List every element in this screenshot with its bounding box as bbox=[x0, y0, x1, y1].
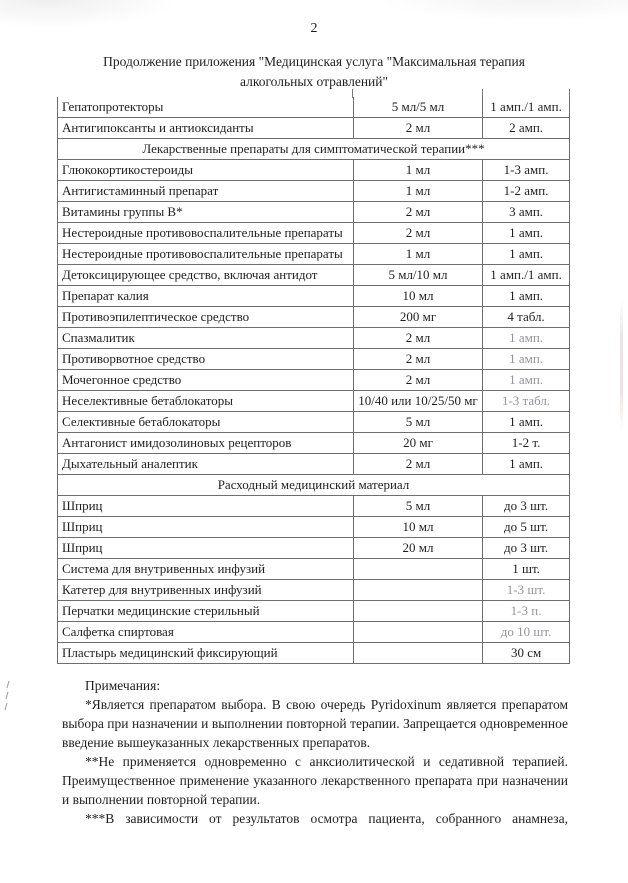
table-row bbox=[58, 454, 570, 475]
table-cell-qty: до 3 шт. bbox=[483, 538, 570, 559]
table-row bbox=[58, 517, 570, 538]
table-section-row bbox=[58, 475, 570, 496]
table-cell-name: Шприц bbox=[58, 538, 354, 559]
table-cell-qty: 1 амп. bbox=[483, 370, 570, 391]
table-cell-dose: 5 мл bbox=[353, 496, 482, 517]
table-cell-qty: 30 см bbox=[483, 643, 570, 664]
notes-heading: Примечания: bbox=[85, 678, 161, 693]
table-cell-qty: 1-3 амп. bbox=[483, 160, 570, 181]
table-cell-dose: 2 мл bbox=[353, 370, 482, 391]
table-row bbox=[58, 643, 570, 664]
table-cell-dose: 20 мл bbox=[353, 538, 482, 559]
table-row bbox=[58, 328, 570, 349]
table-cell-qty: 1 амп./1 амп. bbox=[483, 97, 570, 118]
table-cell-dose: 2 мл bbox=[353, 223, 482, 244]
therapy-table-body bbox=[58, 97, 570, 664]
scan-artifact bbox=[3, 679, 15, 713]
table-cell-dose bbox=[353, 559, 482, 580]
table-cell-name: Селективные бетаблокаторы bbox=[58, 412, 354, 433]
table-row bbox=[58, 118, 570, 139]
table-cell-qty: 1-3 табл. bbox=[483, 391, 570, 412]
table-cell-name: Противоэпилептическое средство bbox=[58, 307, 354, 328]
table-cell-dose: 5 мл/10 мл bbox=[353, 265, 482, 286]
table-cell-qty: 4 табл. bbox=[483, 307, 570, 328]
note-paragraph: *Является препаратом выбора. В свою очередь Pyridoxinum является препаратом выбора при назначении и выполнении повторной терапии. Запрещается одновременное введение вышеуказанных лекарственных препаратов. bbox=[62, 697, 568, 750]
table-cell-name: Препарат калия bbox=[58, 286, 354, 307]
table-cell-name: Глюкокортикостероиды bbox=[58, 160, 354, 181]
table-cell-dose: 5 мл bbox=[353, 412, 482, 433]
table-cell-dose: 1 мл bbox=[353, 160, 482, 181]
table-cell-name: Детоксицирующее средство, включая антидот bbox=[58, 265, 354, 286]
table-cell-qty: до 5 шт. bbox=[483, 517, 570, 538]
table-cell-dose: 5 мл/5 мл bbox=[353, 97, 482, 118]
table-section-row bbox=[58, 139, 570, 160]
table-cell-qty: до 3 шт. bbox=[483, 496, 570, 517]
table-row bbox=[58, 496, 570, 517]
table-cell-dose: 2 мл bbox=[353, 454, 482, 475]
table-cell-name: Витамины группы В* bbox=[58, 202, 354, 223]
table-cell-name: Неселективные бетаблокаторы bbox=[58, 391, 354, 412]
table-row bbox=[58, 286, 570, 307]
table-cell-dose: 2 мл bbox=[353, 118, 482, 139]
table-row bbox=[58, 181, 570, 202]
table-cell-dose: 10/40 или 10/25/50 мг bbox=[353, 391, 482, 412]
document-title: Продолжение приложения "Медицинская услуга "Максимальная терапия алкогольных отравлений" bbox=[103, 54, 525, 89]
table-row bbox=[58, 349, 570, 370]
table-cell-qty: 1 шт. bbox=[483, 559, 570, 580]
table-cell-qty: 1 амп. bbox=[483, 412, 570, 433]
table-row bbox=[58, 559, 570, 580]
table-section-label: Лекарственные препараты для симптоматической терапии*** bbox=[58, 139, 570, 160]
table-cell-name: Система для внутривенных инфузий bbox=[58, 559, 354, 580]
table-cell-qty: 1 амп./1 амп. bbox=[483, 265, 570, 286]
table-row bbox=[58, 307, 570, 328]
table-cell-qty: 2 амп. bbox=[483, 118, 570, 139]
table-cell-name: Катетер для внутривенных инфузий bbox=[58, 580, 354, 601]
table-cell-dose: 2 мл bbox=[353, 328, 482, 349]
table-cell-dose: 2 мл bbox=[353, 349, 482, 370]
table-cell-name: Гепатопротекторы bbox=[58, 97, 354, 118]
table-cell-qty: 1 амп. bbox=[483, 286, 570, 307]
table-cell-qty: 1 амп. bbox=[483, 454, 570, 475]
table-row bbox=[58, 160, 570, 181]
table-cell-name: Пластырь медицинский фиксирующий bbox=[58, 643, 354, 664]
table-row bbox=[58, 538, 570, 559]
table-cell-qty: 1 амп. bbox=[483, 223, 570, 244]
table-cell-name: Салфетка спиртовая bbox=[58, 622, 354, 643]
table-cell-qty: 1-2 т. bbox=[483, 433, 570, 454]
table-cell-name: Антагонист имидозолиновых рецепторов bbox=[58, 433, 354, 454]
table-cell-qty: 1 амп. bbox=[483, 328, 570, 349]
table-cell-dose bbox=[353, 601, 482, 622]
table-cell-dose: 200 мг bbox=[353, 307, 482, 328]
note-paragraph: **Не применяется одновременно с анксиолитической и седативной терапией. Преимущественное применение указанного лекарственного препарата при назначении и выполнении повторной терапии. bbox=[62, 754, 568, 807]
table-cell-dose: 2 мл bbox=[353, 202, 482, 223]
table-cell-dose bbox=[353, 580, 482, 601]
notes-paragraphs bbox=[62, 695, 568, 828]
table-row bbox=[58, 223, 570, 244]
table-row bbox=[58, 412, 570, 433]
table-cell-qty: 1-3 п. bbox=[483, 601, 570, 622]
scan-streak bbox=[620, 300, 623, 430]
notes-section bbox=[62, 676, 568, 828]
table-cell-dose: 1 мл bbox=[353, 244, 482, 265]
table-cell-qty: 1 амп. bbox=[483, 349, 570, 370]
table-cell-name: Нестероидные противовоспалительные препараты bbox=[58, 223, 354, 244]
table-cell-name: Шприц bbox=[58, 496, 354, 517]
table-cell-dose bbox=[353, 643, 482, 664]
therapy-table bbox=[57, 97, 570, 664]
table-cell-dose: 1 мл bbox=[353, 181, 482, 202]
table-row bbox=[58, 97, 570, 118]
table-cell-name: Перчатки медицинские стерильный bbox=[58, 601, 354, 622]
table-cell-name: Антигистаминный препарат bbox=[58, 181, 354, 202]
table-cell-name: Противорвотное средство bbox=[58, 349, 354, 370]
table-cell-name: Мочегонное средство bbox=[58, 370, 354, 391]
table-section-label: Расходный медицинский материал bbox=[58, 475, 570, 496]
table-cell-qty: 1-2 амп. bbox=[483, 181, 570, 202]
table-cell-dose bbox=[353, 622, 482, 643]
page-number: 2 bbox=[310, 21, 318, 36]
table-cell-name: Антигипоксанты и антиоксиданты bbox=[58, 118, 354, 139]
note-paragraph: ***В зависимости от результатов осмотра пациента, собранного анамнеза, bbox=[85, 811, 568, 826]
table-row bbox=[58, 433, 570, 454]
table-cell-name: Шприц bbox=[58, 517, 354, 538]
table-row bbox=[58, 601, 570, 622]
table-row bbox=[58, 370, 570, 391]
table-row bbox=[58, 265, 570, 286]
table-row bbox=[58, 391, 570, 412]
table-cell-qty: 1 амп. bbox=[483, 244, 570, 265]
table-cell-dose: 20 мг bbox=[353, 433, 482, 454]
table-row bbox=[58, 622, 570, 643]
table-cell-dose: 10 мл bbox=[353, 286, 482, 307]
table-cell-name: Спазмалитик bbox=[58, 328, 354, 349]
table-row bbox=[58, 244, 570, 265]
table-cell-qty: до 10 шт. bbox=[483, 622, 570, 643]
table-row bbox=[58, 202, 570, 223]
table-cell-dose: 10 мл bbox=[353, 517, 482, 538]
table-cell-qty: 1-3 шт. bbox=[483, 580, 570, 601]
table-cell-name: Нестероидные противовоспалительные препараты bbox=[58, 244, 354, 265]
table-cell-name: Дыхательный аналептик bbox=[58, 454, 354, 475]
table-cell-qty: 3 амп. bbox=[483, 202, 570, 223]
table-row bbox=[58, 580, 570, 601]
